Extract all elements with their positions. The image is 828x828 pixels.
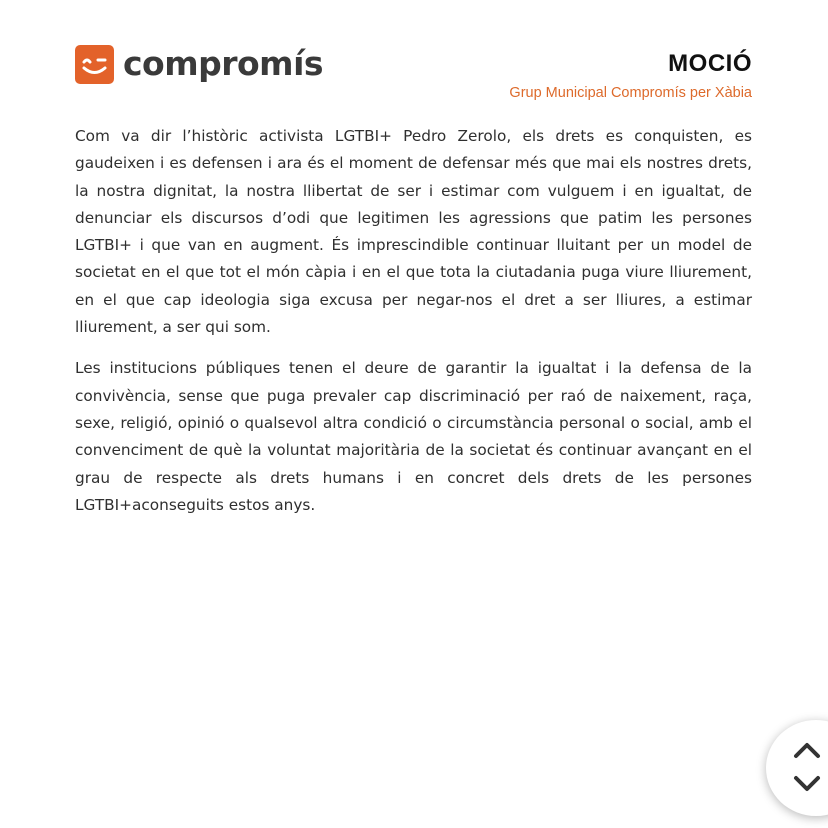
logo-wordmark: compromís	[123, 44, 324, 83]
chevron-down-icon[interactable]	[792, 772, 822, 794]
document-type-title: MOCIÓ	[668, 50, 752, 77]
paragraph-1: Com va dir l’històric activista LGTBI+ Pedro Zerolo, els drets es conquisten, es gaudeixen i es defensen i ara és el moment de defensar més que mai els nostres drets, la nostra dignitat, la nostra llibertat de ser i estimar com vulguem i en igualtat, de denunciar els discursos d’odi que legitimen les agressions que patim les persones LGTBI+ i que van en augment. És imprescindible continuar lluitant per un model de societat en el que tot el món càpia i en el que tota la ciutadania puga viure lliurement, en el que cap ideologia siga excusa per negar-nos el dret a ser lliures, a estimar lliurement, a ser qui som.	[75, 127, 752, 337]
compromis-logo	[75, 44, 323, 84]
document-body	[75, 123, 752, 533]
page-scroll-control	[766, 720, 828, 816]
paragraph-2: Les institucions públiques tenen el deure de garantir la igualtat i la defensa de la convivència, sense que puga prevaler cap discriminació per raó de naixement, raça, sexe, religió, opinió o qualsevol altra condició o circumstància personal o social, amb el convenciment de què la voluntat majoritària de la societat és continuar avançant en el grau de respecte als drets humans i en concret dels drets de les persones LGTBI+aconseguits estos anys.	[75, 359, 752, 514]
chevron-up-icon[interactable]	[792, 740, 822, 762]
group-name-subtitle: Grup Municipal Compromís per Xàbia	[509, 85, 752, 101]
smiley-logo-icon	[75, 45, 114, 84]
